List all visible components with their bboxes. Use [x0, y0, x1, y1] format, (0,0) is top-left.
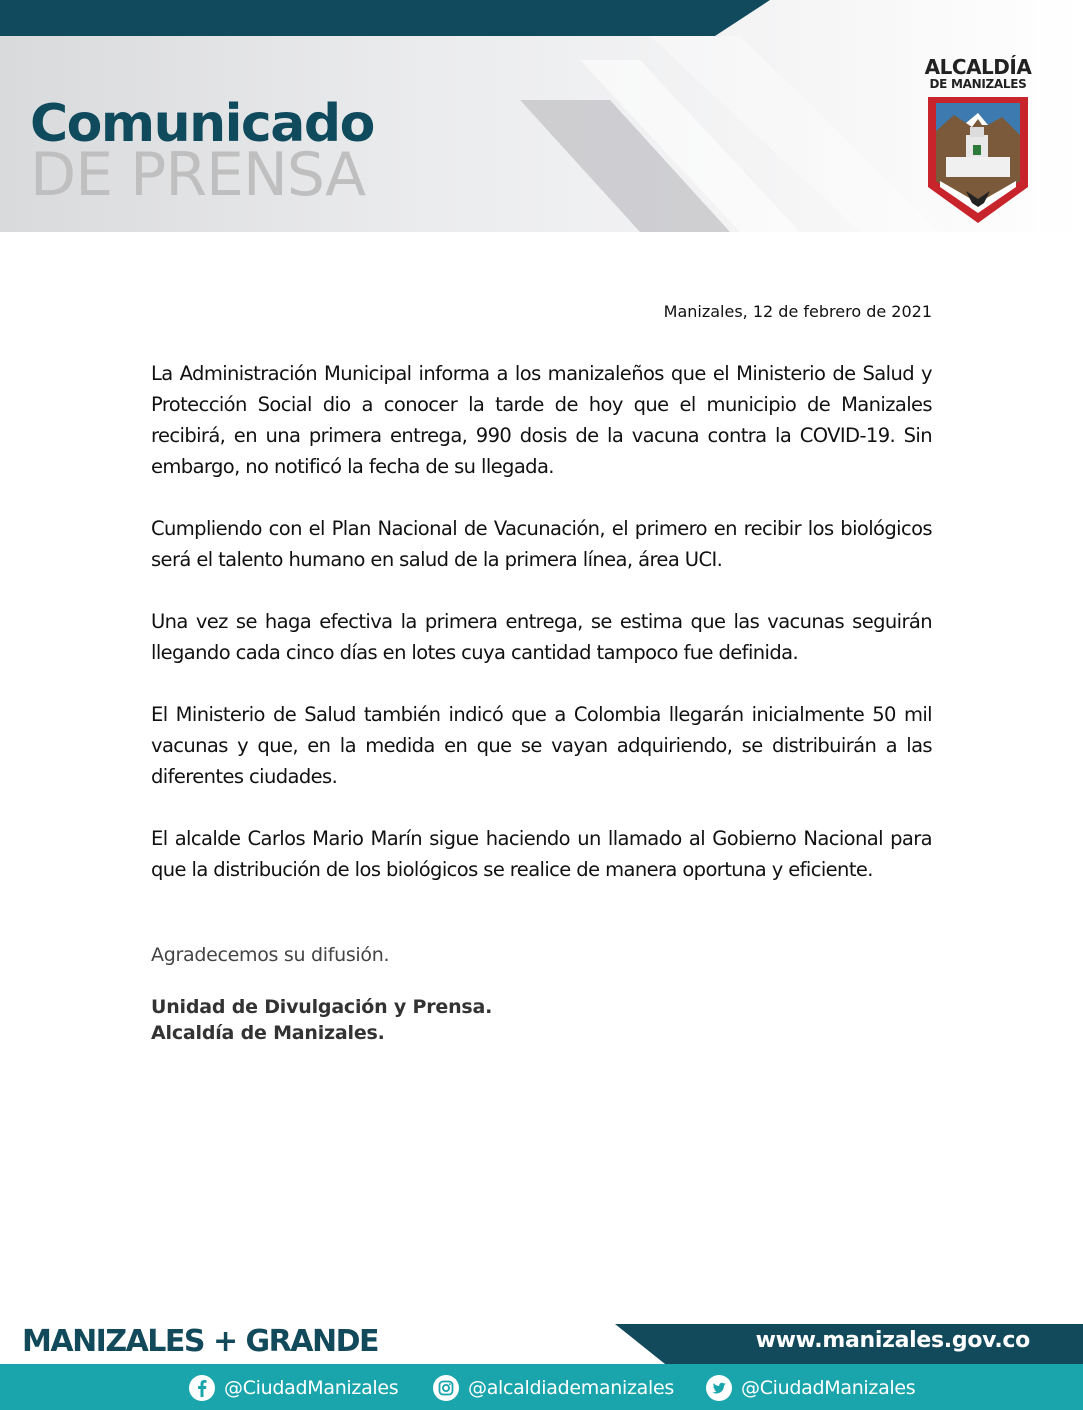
- instagram-handle: @alcaldiademanizales: [468, 1377, 674, 1399]
- document-body: [151, 358, 932, 916]
- footer-slogan: MANIZALES + GRANDE: [22, 1324, 378, 1359]
- instagram-icon: [432, 1374, 460, 1402]
- paragraph-5: El alcalde Carlos Mario Marín sigue haciendo un llamado al Gobierno Nacional para que la distribución de los biológicos se realice de manera oportuna y eficiente.: [151, 827, 932, 881]
- paragraph-2: Cumpliendo con el Plan Nacional de Vacunación, el primero en recibir los biológicos será el talento humano en salud de la primera línea, área UCI.: [151, 517, 932, 571]
- signature-office: Alcaldía de Manizales.: [151, 1022, 385, 1044]
- paragraph-3: Una vez se haga efectiva la primera entrega, se estima que las vacunas seguirán llegando cada cinco días en lotes cuya cantidad tampoco fue definida.: [151, 610, 932, 664]
- thanks-line: Agradecemos su difusión.: [151, 944, 390, 966]
- twitter-handle: @CiudadManizales: [741, 1377, 916, 1399]
- social-twitter[interactable]: [705, 1373, 915, 1403]
- social-facebook[interactable]: [188, 1373, 398, 1403]
- logo-subtitle: DE MANIZALES: [929, 77, 1027, 91]
- website-link[interactable]: www.manizales.gov.co: [755, 1328, 1030, 1353]
- logo-title: ALCALDÍA: [924, 55, 1032, 79]
- paragraph-4: El Ministerio de Salud también indicó que a Colombia llegarán inicialmente 50 mil vacunas y que, en la medida en que se vayan adquiriendo, se distribuirán a las diferentes ciudades.: [151, 703, 932, 788]
- facebook-handle: @CiudadManizales: [224, 1377, 399, 1399]
- title-comunicado: Comunicado: [30, 94, 374, 154]
- twitter-icon: [705, 1374, 733, 1402]
- signature-unit: Unidad de Divulgación y Prensa.: [151, 996, 493, 1018]
- alcaldia-logo: [920, 52, 1036, 227]
- document-date: Manizales, 12 de febrero de 2021: [663, 302, 932, 321]
- facebook-icon: [188, 1374, 216, 1402]
- paragraph-1: La Administración Municipal informa a los manizaleños que el Ministerio de Salud y Protección Social dio a conocer la tarde de hoy que el municipio de Manizales recibirá, en una primera entrega, 990 dosis de la vacuna contra la COVID-19. Sin embargo, no notificó la fecha de su llegada.: [151, 362, 932, 478]
- title-de-prensa: DE PRENSA: [30, 140, 366, 210]
- shield-icon: [926, 95, 1030, 225]
- press-header: [0, 0, 1083, 232]
- social-instagram[interactable]: [432, 1373, 674, 1403]
